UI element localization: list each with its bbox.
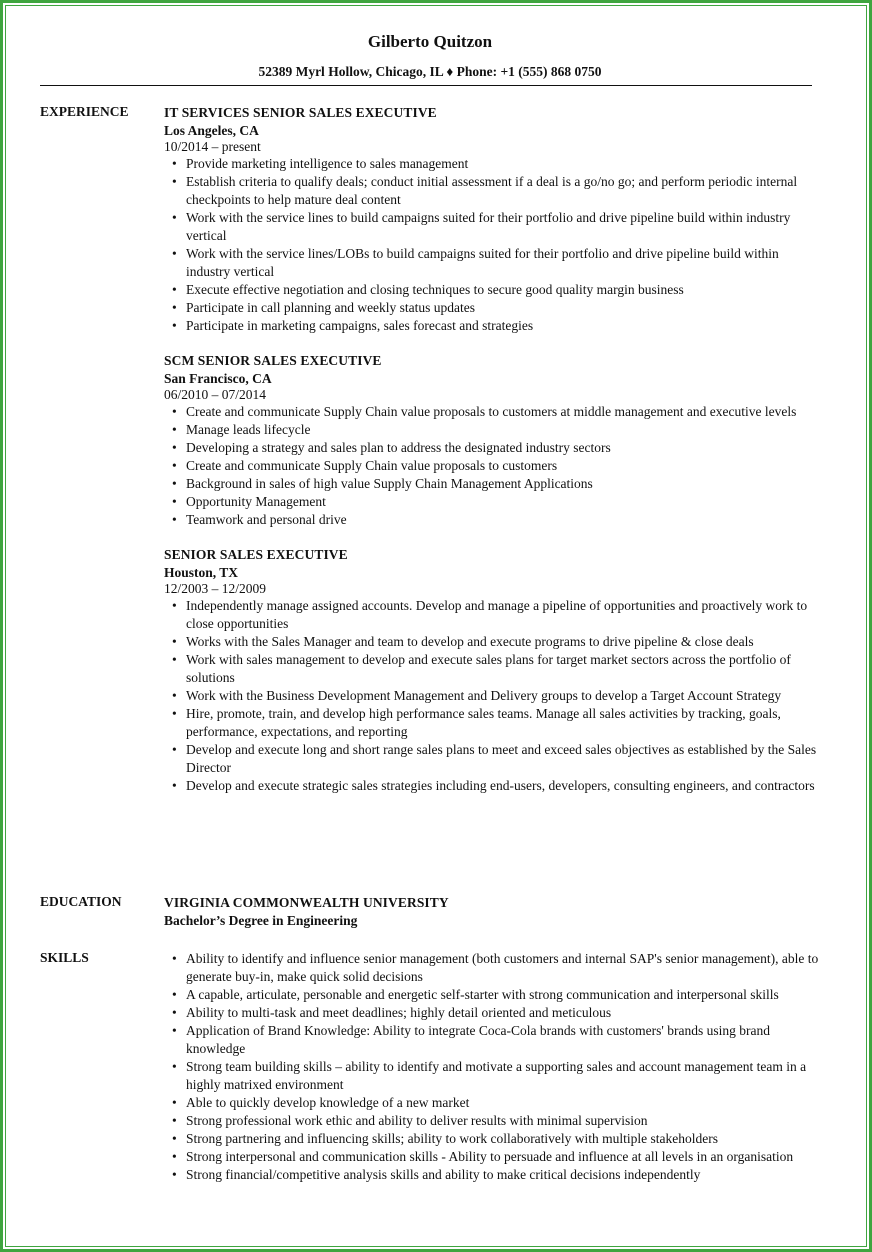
skill-item: • Strong interpersonal and communication skills - Ability to persuade and influence at all levels in an organisation [186,1148,824,1166]
education-body [164,894,824,929]
skills-list [164,950,824,1184]
job-dates: 10/2014 – present [164,139,261,154]
job-bullet: • Work with sales management to develop and execute sales plans for target market sectors across the portfolio of solutions [186,651,824,687]
job-title: IT SERVICES SENIOR SALES EXECUTIVE [164,105,437,120]
job-entry [164,104,824,335]
header-divider [40,85,812,86]
job-bullet: • Work with the Business Development Management and Delivery groups to develop a Target Account Strategy [186,687,824,705]
degree: Bachelor’s Degree in Engineering [164,913,358,928]
job-bullet: • Background in sales of high value Supply Chain Management Applications [186,475,824,493]
job-bullet: • Participate in marketing campaigns, sales forecast and strategies [186,317,824,335]
skill-item: • Strong financial/competitive analysis skills and ability to make critical decisions independently [186,1166,824,1184]
job-dates: 12/2003 – 12/2009 [164,581,267,596]
school-name: VIRGINIA COMMONWEALTH UNIVERSITY [164,895,449,910]
skill-item: • Application of Brand Knowledge: Ability to integrate Coca-Cola brands with customers' brands using brand knowledge [186,1022,824,1058]
skills-body [164,950,824,1184]
job-bullets [164,597,824,795]
job-entry [164,546,824,795]
job-bullet: • Developing a strategy and sales plan to address the designated industry sectors [186,439,824,457]
skill-item: • Able to quickly develop knowledge of a new market [186,1094,824,1112]
skill-item: • Ability to identify and influence senior management (both customers and internal SAP's senior management), able to generate buy-in, make quick solid decisions [186,950,824,986]
skills-section [40,950,830,1184]
skills-heading: SKILLS [40,950,89,965]
job-bullet: • Create and communicate Supply Chain value proposals to customers at middle management and executive levels [186,403,824,421]
job-dates: 06/2010 – 07/2014 [164,387,267,402]
skill-item: • Strong professional work ethic and ability to deliver results with minimal supervision [186,1112,824,1130]
skill-item: • Strong team building skills – ability to identify and motivate a supporting sales and account management team in a highly matrixed environment [186,1058,824,1094]
job-bullet: • Execute effective negotiation and closing techniques to secure good quality margin business [186,281,824,299]
job-bullet: • Manage leads lifecycle [186,421,824,439]
job-bullet: • Opportunity Management [186,493,824,511]
job-bullet: • Works with the Sales Manager and team to develop and execute programs to drive pipeline & close deals [186,633,824,651]
experience-section [40,104,830,795]
job-bullets [164,155,824,335]
contact-line: 52389 Myrl Hollow, Chicago, IL ♦ Phone: +1 (555) 868 0750 [258,64,602,79]
skill-item: • A capable, articulate, personable and energetic self-starter with strong communication and interpersonal skills [186,986,824,1004]
job-bullet: • Participate in call planning and weekly status updates [186,299,824,317]
job-bullet: • Establish criteria to qualify deals; conduct initial assessment if a deal is a go/no go; and perform periodic internal checkpoints to help mature deal content [186,173,824,209]
job-bullet: • Hire, promote, train, and develop high performance sales teams. Manage all sales activities by tracking, goals, performance, expectations, and reporting [186,705,824,741]
job-title: SCM SENIOR SALES EXECUTIVE [164,353,382,368]
job-location: Los Angeles, CA [164,123,259,138]
skill-item: • Strong partnering and influencing skills; ability to work collaboratively with multiple stakeholders [186,1130,824,1148]
job-location: San Francisco, CA [164,371,272,386]
job-bullet: • Develop and execute long and short range sales plans to meet and exceed sales objectives as established by the Sales Director [186,741,824,777]
education-section [40,894,830,929]
job-bullet: • Independently manage assigned accounts. Develop and manage a pipeline of opportunities and proactively work to close opportunities [186,597,824,633]
education-heading: EDUCATION [40,894,122,909]
job-bullet: • Provide marketing intelligence to sales management [186,155,824,173]
job-bullet: • Teamwork and personal drive [186,511,824,529]
job-bullets [164,403,824,529]
skill-item: • Ability to multi-task and meet deadlines; highly detail oriented and meticulous [186,1004,824,1022]
job-bullet: • Create and communicate Supply Chain value proposals to customers [186,457,824,475]
candidate-name: Gilberto Quitzon [367,32,493,51]
job-entry [164,352,824,529]
experience-body [164,104,824,795]
experience-heading: EXPERIENCE [40,104,129,119]
job-bullet: • Work with the service lines to build campaigns suited for their portfolio and drive pipeline build within industry vertical [186,209,824,245]
job-bullet: • Develop and execute strategic sales strategies including end-users, developers, consulting engineers, and contractors [186,777,824,795]
job-location: Houston, TX [164,565,239,580]
job-bullet: • Work with the service lines/LOBs to build campaigns suited for their portfolio and drive pipeline build within industry vertical [186,245,824,281]
job-title: SENIOR SALES EXECUTIVE [164,547,348,562]
